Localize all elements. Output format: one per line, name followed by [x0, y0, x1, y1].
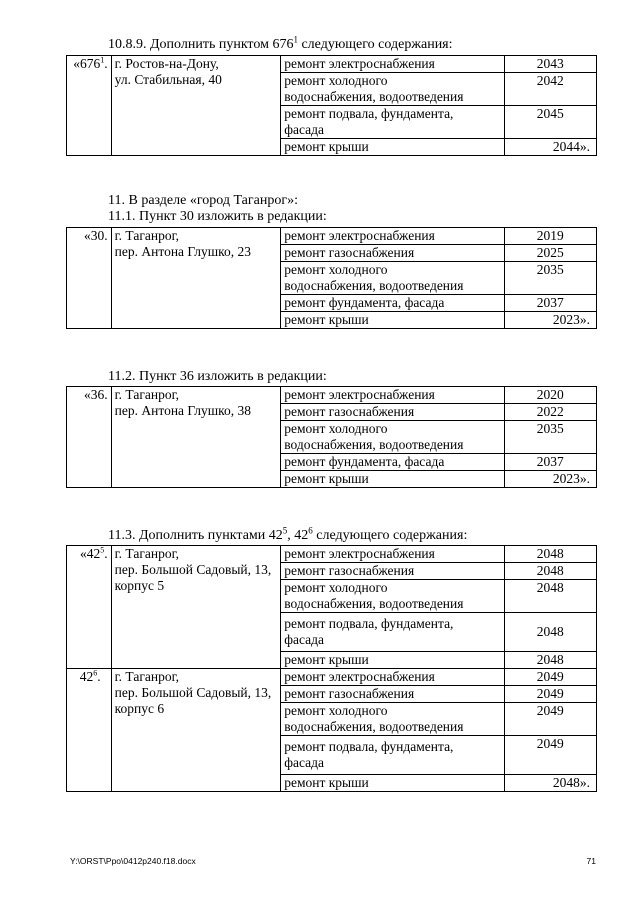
- table-row: [67, 387, 597, 404]
- table-item-30: [66, 227, 597, 329]
- table-row: [67, 669, 597, 686]
- item-address: г. Таганрог, пер. Антона Глушко, 23: [111, 228, 281, 329]
- work-type: ремонт газоснабжения: [281, 563, 504, 580]
- work-year: 2049: [504, 686, 596, 703]
- work-type: ремонт газоснабжения: [281, 404, 504, 421]
- work-year: 2023».: [504, 471, 596, 488]
- work-type: ремонт холодного водоснабжения, водоотведения: [281, 262, 504, 295]
- footer-page-number: 71: [586, 856, 596, 866]
- work-type: ремонт электроснабжения: [281, 546, 504, 563]
- work-type: ремонт крыши: [281, 139, 504, 156]
- work-year: 2044».: [504, 139, 596, 156]
- work-type: ремонт электроснабжения: [281, 387, 504, 404]
- work-year: 2042: [504, 73, 596, 106]
- work-year: 2048: [504, 613, 596, 652]
- work-year: 2049: [504, 669, 596, 686]
- heading-11-3: 11.3. Дополнить пунктами $42^5$, $42^6$ следующего содержания:: [108, 525, 468, 543]
- heading-11-2: 11.2. Пункт 36 изложить в редакции:: [108, 369, 327, 384]
- work-type: ремонт газоснабжения: [281, 245, 504, 262]
- work-year: 2022: [504, 404, 596, 421]
- item-address: г. Таганрог, пер. Большой Садовый, 13, корпус 6: [111, 669, 281, 792]
- table-item-676-1: [66, 55, 597, 156]
- work-year: 2037: [504, 454, 596, 471]
- work-year: 2049: [504, 703, 596, 736]
- work-type: ремонт фундамента, фасада: [281, 295, 504, 312]
- work-type: ремонт газоснабжения: [281, 686, 504, 703]
- item-address: г. Таганрог, пер. Антона Глушко, 38: [111, 387, 281, 488]
- work-type: ремонт электроснабжения: [281, 228, 504, 245]
- work-year: 2048: [504, 546, 596, 563]
- work-year: 2025: [504, 245, 596, 262]
- work-year: 2048: [504, 563, 596, 580]
- item-number: «36.: [67, 387, 112, 488]
- work-type: ремонт крыши: [281, 312, 504, 329]
- work-year: 2035: [504, 421, 596, 454]
- work-type: ремонт крыши: [281, 652, 504, 669]
- table-row: [67, 546, 597, 563]
- heading-10-8-9: 10.8.9. Дополнить пунктом $676^1$ следующего содержания:: [108, 34, 453, 52]
- work-type: ремонт крыши: [281, 471, 504, 488]
- work-type: ремонт электроснабжения: [281, 669, 504, 686]
- work-type: ремонт холодного водоснабжения, водоотведения: [281, 703, 504, 736]
- work-type: ремонт холодного водоснабжения, водоотведения: [281, 580, 504, 613]
- table-row: [67, 56, 597, 73]
- work-type: ремонт фундамента, фасада: [281, 454, 504, 471]
- work-year: 2045: [504, 106, 596, 139]
- item-address: г. Ростов-на-Дону, ул. Стабильная, 40: [111, 56, 281, 156]
- work-year: 2020: [504, 387, 596, 404]
- work-year: 2048: [504, 580, 596, 613]
- item-address: г. Таганрог, пер. Большой Садовый, 13, корпус 5: [111, 546, 281, 669]
- heading-11-1: 11.1. Пункт 30 изложить в редакции:: [108, 209, 327, 224]
- work-type: ремонт холодного водоснабжения, водоотведения: [281, 421, 504, 454]
- work-type: ремонт электроснабжения: [281, 56, 504, 73]
- work-year: 2048».: [504, 775, 596, 792]
- item-number: «30.: [67, 228, 112, 329]
- item-number: «$676^1$.: [67, 56, 112, 156]
- item-number: «$42^5$.: [67, 546, 112, 669]
- work-type: ремонт подвала, фундамента, фасада: [281, 106, 504, 139]
- work-type: ремонт крыши: [281, 775, 504, 792]
- table-item-36: [66, 386, 597, 488]
- work-type: ремонт подвала, фундамента, фасада: [281, 613, 504, 652]
- work-year: 2037: [504, 295, 596, 312]
- heading-11: 11. В разделе «город Таганрог»:: [108, 193, 298, 208]
- work-type: ремонт холодного водоснабжения, водоотведения: [281, 73, 504, 106]
- work-year: 2049: [504, 736, 596, 775]
- work-type: ремонт подвала, фундамента, фасада: [281, 736, 504, 775]
- table-items-42-5-42-6: [66, 545, 597, 792]
- table-row: [67, 228, 597, 245]
- work-year: 2043: [504, 56, 596, 73]
- work-year: 2019: [504, 228, 596, 245]
- footer-file-path: Y:\ORST\Ppo\0412p240.f18.docx: [70, 856, 196, 866]
- work-year: 2048: [504, 652, 596, 669]
- work-year: 2023».: [504, 312, 596, 329]
- work-year: 2035: [504, 262, 596, 295]
- item-number: $42^6$.: [67, 669, 112, 792]
